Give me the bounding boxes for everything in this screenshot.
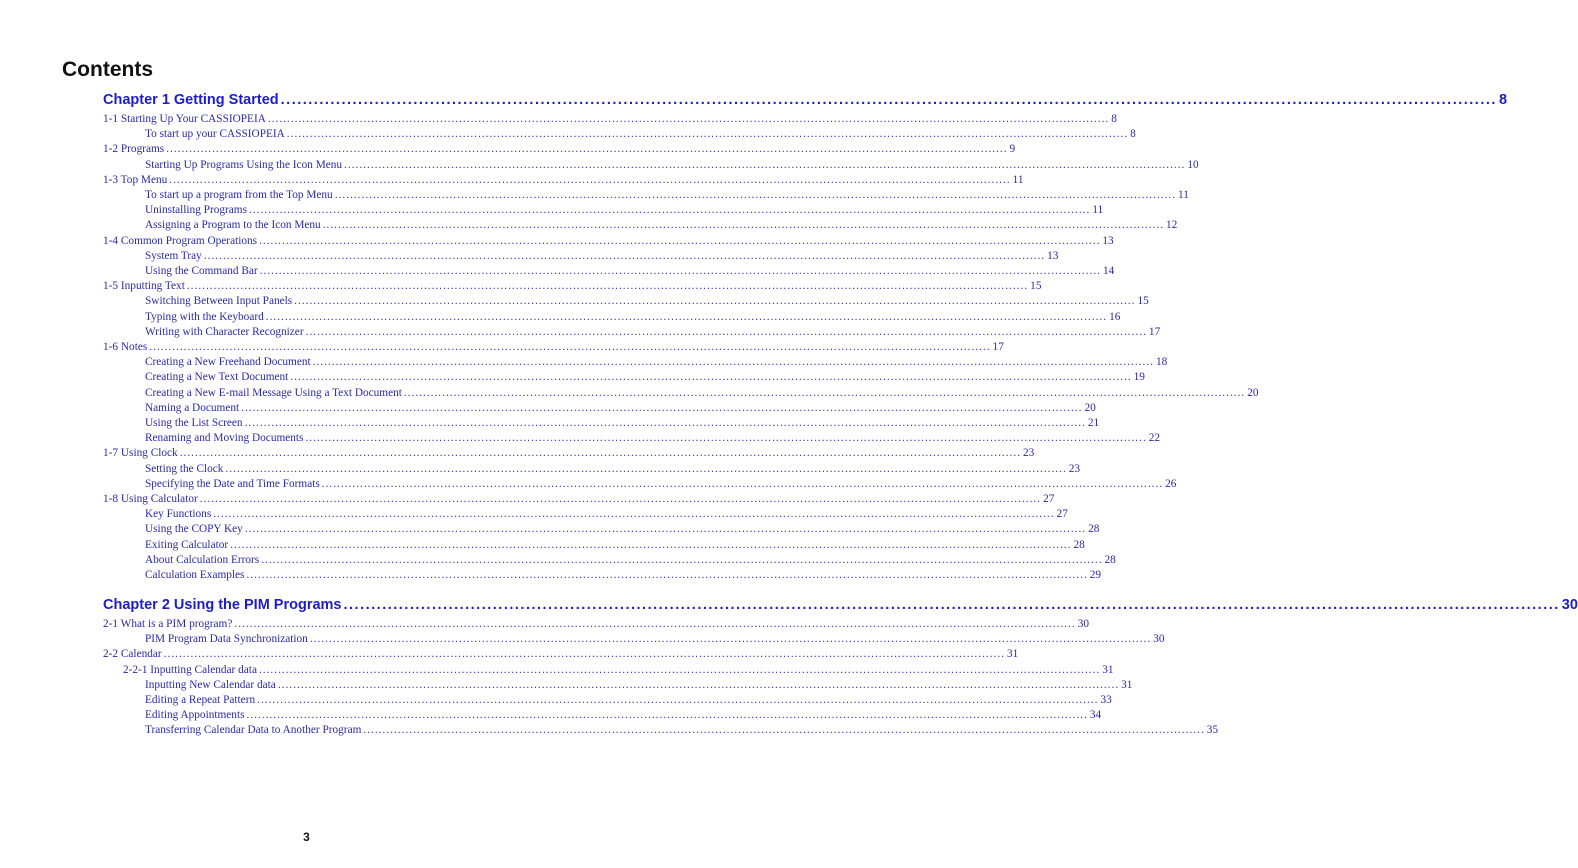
toc-page-number: 9	[1009, 143, 1016, 156]
toc-entry-label: Editing Appointments	[145, 709, 245, 722]
toc-page-number: 8	[1130, 128, 1136, 141]
toc-leader-dots: ............................................................................................................................................................................................................................	[294, 295, 1136, 308]
toc-section-entry[interactable]	[103, 493, 1055, 505]
toc-page-number: 23	[1023, 447, 1035, 460]
toc-leader-dots: ............................................................................................................................................................................................................................	[277, 678, 1120, 691]
toc-item-entry[interactable]	[145, 462, 1081, 475]
toc-leader-dots: ............................................................................................................................................................................................................................	[343, 597, 1560, 613]
toc-page-number: 27	[1043, 493, 1055, 505]
toc-chapter-entry[interactable]	[103, 92, 1508, 108]
toc-entry-label: Transferring Calendar Data to Another Program	[145, 724, 362, 737]
toc-leader-dots: ............................................................................................................................................................................................................................	[166, 143, 1008, 156]
toc-leader-dots: ............................................................................................................................................................................................................................	[225, 462, 1067, 475]
toc-entry-label: 2-2-1 Inputting Calendar data	[123, 663, 257, 676]
toc-leader-dots: ............................................................................................................................................................................................................................	[363, 724, 1205, 737]
toc-section-entry[interactable]	[103, 618, 1089, 630]
toc-item-entry[interactable]	[145, 204, 1104, 217]
toc-leader-dots: ............................................................................................................................................................................................................................	[203, 249, 1046, 262]
toc-leader-dots: ............................................................................................................................................................................................................................	[403, 386, 1246, 399]
toc-section-entry[interactable]	[103, 280, 1042, 293]
toc-item-entry[interactable]	[145, 678, 1133, 691]
toc-leader-dots: ............................................................................................................................................................................................................................	[179, 447, 1022, 460]
toc-leader-dots: ............................................................................................................................................................................................................................	[246, 709, 1088, 722]
toc-entry-label: 2-2 Calendar	[103, 648, 162, 661]
toc-section-entry[interactable]	[103, 341, 1004, 353]
toc-entry-label: Using the Command Bar	[145, 265, 258, 277]
toc-page-number: 17	[1148, 325, 1161, 338]
toc-entry-label: Using the COPY Key	[145, 523, 243, 536]
toc-section-entry[interactable]	[103, 173, 1024, 186]
toc-item-entry[interactable]	[145, 709, 1102, 722]
toc-page-number: 30	[1077, 618, 1089, 630]
toc-section-entry[interactable]	[103, 648, 1019, 661]
toc-page-number: 20	[1247, 386, 1259, 399]
toc-leader-dots: ............................................................................................................................................................................................................................	[149, 341, 991, 353]
toc-leader-dots: ............................................................................................................................................................................................................................	[257, 694, 1099, 706]
toc-leader-dots: ............................................................................................................................................................................................................................	[163, 648, 1005, 661]
toc-leader-dots: ............................................................................................................................................................................................................................	[321, 477, 1164, 490]
toc-entry-label: Renaming and Moving Documents	[145, 432, 304, 445]
toc-entry-label: Creating a New Freehand Document	[145, 356, 311, 369]
toc-item-entry[interactable]	[145, 371, 1145, 384]
toc-entry-label: Using the List Screen	[145, 417, 243, 429]
toc-page-number: 33	[1100, 694, 1112, 706]
toc-entry-label: 1-7 Using Clock	[103, 447, 178, 460]
toc-page-number: 28	[1088, 523, 1100, 536]
toc-leader-dots: ............................................................................................................................................................................................................................	[309, 633, 1152, 646]
toc-leader-dots: ............................................................................................................................................................................................................................	[334, 189, 1177, 201]
toc-entry-label: Writing with Character Recognizer	[145, 325, 304, 338]
toc-page-number: 31	[1007, 648, 1019, 661]
toc-section-entry[interactable]	[123, 663, 1114, 676]
toc-item-entry[interactable]	[145, 417, 1100, 429]
toc-entry-label: Inputting New Calendar data	[145, 678, 276, 691]
toc-item-entry[interactable]	[145, 724, 1218, 737]
toc-chapter-entry[interactable]	[103, 597, 1578, 613]
toc-entry-label: Chapter 2 Using the PIM Programs	[103, 597, 342, 613]
toc-entry-label: Chapter 1 Getting Started	[103, 92, 279, 108]
toc-entry-label: 1-8 Using Calculator	[103, 493, 198, 505]
toc-leader-dots: ............................................................................................................................................................................................................................	[259, 265, 1101, 277]
toc-page-number: 22	[1148, 432, 1161, 445]
toc-entry-label: Switching Between Input Panels	[145, 295, 293, 308]
toc-entry-label: Starting Up Programs Using the Icon Menu	[145, 158, 343, 171]
toc-leader-dots: ............................................................................................................................................................................................................................	[312, 356, 1154, 369]
toc-item-entry[interactable]	[145, 477, 1177, 490]
toc-item-entry[interactable]	[145, 265, 1115, 277]
toc-leader-dots: ............................................................................................................................................................................................................................	[241, 401, 1083, 414]
toc-page-number: 10	[1187, 158, 1199, 171]
toc-section-entry[interactable]	[103, 113, 1117, 125]
toc-page-number: 11	[1178, 189, 1189, 201]
toc-entry-label: System Tray	[145, 249, 202, 262]
toc-entry-label: Editing a Repeat Pattern	[145, 694, 256, 706]
toc-item-entry[interactable]	[145, 356, 1168, 369]
toc-leader-dots: ............................................................................................................................................................................................................................	[280, 92, 1497, 108]
toc-entry-label: Typing with the Keyboard	[145, 310, 264, 323]
toc-entry-label: About Calculation Errors	[145, 553, 260, 566]
toc-page-number: 8	[1111, 113, 1117, 125]
toc-entry-label: Setting the Clock	[145, 462, 224, 475]
toc-leader-dots: ............................................................................................................................................................................................................................	[234, 618, 1076, 630]
toc-item-entry[interactable]	[145, 508, 1068, 521]
toc-page-number: 35	[1206, 724, 1218, 737]
toc-page-number: 23	[1068, 462, 1081, 475]
toc-leader-dots: ............................................................................................................................................................................................................................	[248, 204, 1091, 217]
toc-entry-label: Key Functions	[145, 508, 212, 521]
toc-leader-dots: ............................................................................................................................................................................................................................	[305, 432, 1147, 445]
toc-page-number: 11	[1092, 204, 1104, 217]
toc-leader-dots: ............................................................................................................................................................................................................................	[169, 173, 1011, 186]
toc-page-number: 19	[1133, 371, 1145, 384]
toc-entry-label: Calculation Examples	[145, 569, 245, 581]
toc-entry-label: Creating a New Text Document	[145, 371, 289, 384]
toc-entry-label: Creating a New E-mail Message Using a Text Document	[145, 386, 402, 399]
toc-page-number: 8	[1498, 92, 1508, 108]
toc-leader-dots: ............................................................................................................................................................................................................................	[265, 310, 1108, 323]
page-number: 3	[303, 830, 310, 844]
toc-item-entry[interactable]	[145, 325, 1161, 338]
toc-item-entry[interactable]	[145, 401, 1096, 414]
toc-item-entry[interactable]	[145, 432, 1161, 445]
toc-page-number: 30	[1153, 633, 1165, 646]
page-title: Contents	[62, 58, 153, 81]
toc-leader-dots: ............................................................................................................................................................................................................................	[213, 508, 1055, 521]
toc-item-entry[interactable]	[145, 386, 1259, 399]
toc-entry-label: To start up your CASSIOPEIA	[145, 128, 285, 141]
toc-leader-dots: ............................................................................................................................................................................................................................	[186, 280, 1029, 293]
toc-page-number: 31	[1102, 663, 1114, 676]
toc-entry-label: To start up a program from the Top Menu	[145, 189, 333, 201]
toc-leader-dots: ............................................................................................................................................................................................................................	[246, 569, 1088, 581]
toc-entry-label: 1-4 Common Program Operations	[103, 234, 258, 247]
toc-entry-label: 1-3 Top Menu	[103, 173, 168, 186]
toc-item-entry[interactable]	[145, 694, 1112, 706]
toc-leader-dots: ............................................................................................................................................................................................................................	[290, 371, 1132, 384]
toc-section-entry[interactable]	[103, 447, 1035, 460]
toc-page-number: 15	[1137, 295, 1149, 308]
toc-page-number: 20	[1084, 401, 1096, 414]
toc-page-number: 17	[992, 341, 1004, 353]
toc-page-number: 34	[1089, 709, 1102, 722]
toc-leader-dots: ............................................................................................................................................................................................................................	[322, 219, 1165, 232]
toc-item-entry[interactable]	[145, 295, 1149, 308]
toc-leader-dots: ............................................................................................................................................................................................................................	[261, 553, 1103, 566]
toc-page-number: 31	[1121, 678, 1133, 691]
toc-section-entry[interactable]	[103, 234, 1114, 247]
toc-entry-label: 1-6 Notes	[103, 341, 148, 353]
toc-page-number: 21	[1087, 417, 1100, 429]
toc-item-entry[interactable]	[145, 249, 1059, 262]
toc-entry-label: Exiting Calculator	[145, 538, 229, 551]
toc-leader-dots: ............................................................................................................................................................................................................................	[230, 538, 1072, 551]
toc-leader-dots: ............................................................................................................................................................................................................................	[259, 234, 1101, 247]
toc-entry-label: 1-1 Starting Up Your CASSIOPEIA	[103, 113, 266, 125]
toc-item-entry[interactable]	[145, 523, 1100, 536]
toc-entry-label: Naming a Document	[145, 401, 240, 414]
toc-leader-dots: ............................................................................................................................................................................................................................	[267, 113, 1110, 125]
toc-entry-label: 1-5 Inputting Text	[103, 280, 185, 293]
toc-leader-dots: ............................................................................................................................................................................................................................	[244, 417, 1086, 429]
toc-page-number: 15	[1030, 280, 1042, 293]
toc-item-entry[interactable]	[145, 553, 1116, 566]
toc-page-number: 26	[1165, 477, 1177, 490]
toc-item-entry[interactable]	[145, 189, 1189, 201]
toc-section-entry[interactable]	[103, 143, 1016, 156]
toc-entry-label: Specifying the Date and Time Formats	[145, 477, 320, 490]
toc-entry-label: 1-2 Programs	[103, 143, 165, 156]
toc-leader-dots: ............................................................................................................................................................................................................................	[305, 325, 1147, 338]
toc-page-number: 30	[1561, 597, 1578, 613]
toc-entry-label: Uninstalling Programs	[145, 204, 247, 217]
toc-item-entry[interactable]	[145, 633, 1165, 646]
toc-page-number: 13	[1102, 234, 1114, 247]
toc-leader-dots: ............................................................................................................................................................................................................................	[258, 663, 1101, 676]
toc-page-number: 28	[1073, 538, 1085, 551]
toc-page-number: 16	[1109, 310, 1121, 323]
toc-leader-dots: ............................................................................................................................................................................................................................	[286, 128, 1129, 141]
toc-page-number: 29	[1089, 569, 1102, 581]
toc-page-number: 14	[1102, 265, 1115, 277]
toc-page-number: 11	[1012, 173, 1024, 186]
toc-entry-label: 2-1 What is a PIM program?	[103, 618, 233, 630]
toc-leader-dots: ............................................................................................................................................................................................................................	[344, 158, 1186, 171]
toc-item-entry[interactable]	[145, 128, 1136, 141]
toc-page-number: 18	[1155, 356, 1168, 369]
toc-entry-label: Assigning a Program to the Icon Menu	[145, 219, 321, 232]
toc-page-number: 28	[1104, 553, 1116, 566]
toc-item-entry[interactable]	[145, 569, 1102, 581]
toc-item-entry[interactable]	[145, 219, 1178, 232]
toc-leader-dots: ............................................................................................................................................................................................................................	[244, 523, 1087, 536]
toc-page-number: 12	[1166, 219, 1178, 232]
toc-page-number: 27	[1056, 508, 1068, 521]
toc-item-entry[interactable]	[145, 538, 1085, 551]
toc-item-entry[interactable]	[145, 310, 1121, 323]
toc-item-entry[interactable]	[145, 158, 1199, 171]
toc-leader-dots: ............................................................................................................................................................................................................................	[199, 493, 1042, 505]
toc-page-number: 13	[1047, 249, 1059, 262]
toc-entry-label: PIM Program Data Synchronization	[145, 633, 308, 646]
